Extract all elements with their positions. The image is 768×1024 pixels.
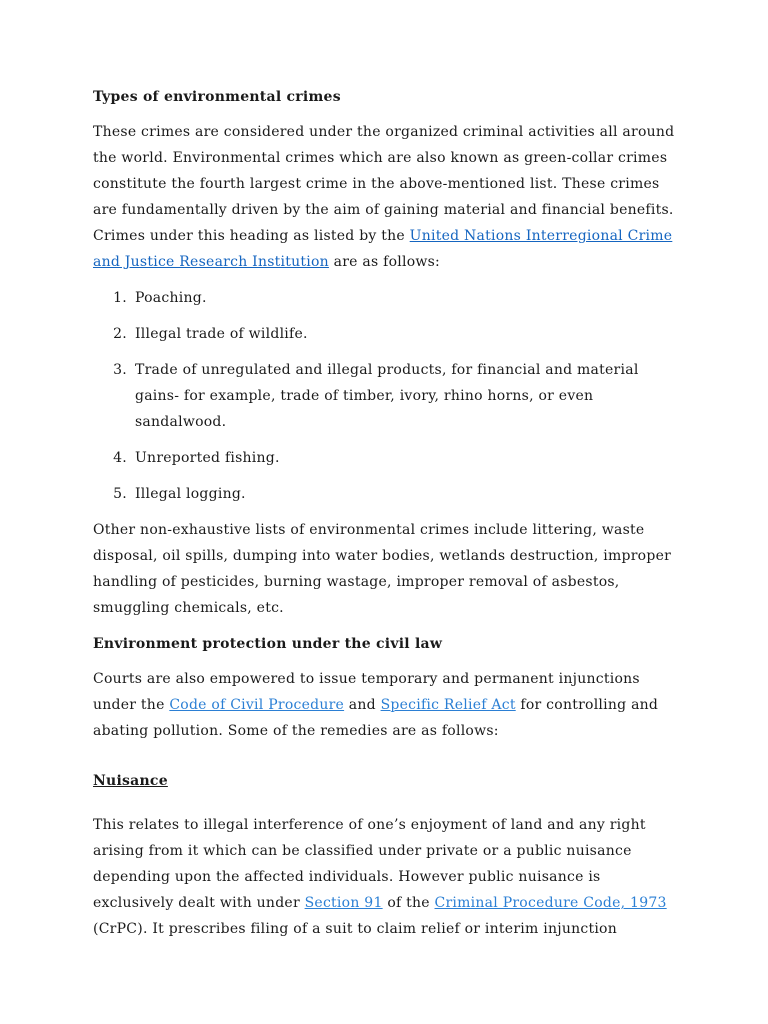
list-item-number: 3. [113, 362, 127, 378]
list-item-number: 2. [113, 326, 127, 342]
paragraph-other-crimes: Other non-exhaustive lists of environmental crimes include littering, waste disposal, oil spills, dumping into water bodies, wetlands destruction, improper handling of pesticides, burning wastage, improper removal of asbestos, smuggling chemicals, etc. [93, 522, 672, 616]
list-item-text: Poaching. [135, 290, 207, 306]
link-code-of-civil-procedure[interactable]: Code of Civil Procedure [169, 697, 345, 713]
crimes-list [93, 285, 677, 507]
list-item-text: Illegal logging. [135, 486, 246, 502]
section-heading-nuisance: Nuisance [93, 773, 168, 789]
paragraph-intro [93, 119, 677, 275]
link-section-91[interactable]: Section 91 [304, 895, 383, 911]
document-page [93, 84, 677, 952]
paragraph-civil-law-end: for controlling and abating pollution. Some of the remedies are as follows: [93, 697, 659, 739]
list-item [93, 445, 677, 471]
list-item-text: Unreported fishing. [135, 450, 280, 466]
paragraph-nuisance-of: of the [382, 895, 435, 911]
list-item [93, 481, 677, 507]
paragraph-nuisance [93, 812, 677, 942]
list-item [93, 285, 677, 311]
paragraph-intro-end: are as follows: [328, 254, 441, 270]
list-item [93, 357, 677, 435]
list-item-number: 5. [113, 486, 127, 502]
section-heading-environmental-crimes: Types of environmental crimes [93, 89, 341, 105]
link-specific-relief-act[interactable]: Specific Relief Act [380, 697, 516, 713]
list-item-number: 1. [113, 290, 127, 306]
paragraph-nuisance-end: (CrPC). It prescribes filing of a suit to claim relief or interim injunction [93, 921, 617, 937]
paragraph-nuisance-text: This relates to illegal interference of one’s enjoyment of land and any right arising from it which can be classified under private or a public nuisance depending upon the affected individuals. However public nuisance is exclusively dealt with under [93, 817, 646, 911]
link-criminal-procedure-code[interactable]: Criminal Procedure Code, 1973 [434, 895, 667, 911]
paragraph-civil-law-and: and [344, 697, 381, 713]
paragraph-intro-text: These crimes are considered under the organized criminal activities all around the world. Environmental crimes which are also known as green-collar crimes constitute the fourth largest crime in the above-mentioned list. These crimes are fundamentally driven by the aim of gaining material and financial benefits. Crimes under this heading as listed by the [93, 124, 675, 244]
section-heading-civil-law: Environment protection under the civil law [93, 636, 443, 652]
paragraph-civil-law [93, 666, 677, 744]
spacer [93, 754, 677, 768]
list-item [93, 321, 677, 347]
list-item-text: Illegal trade of wildlife. [135, 326, 308, 342]
link-unicri[interactable]: United Nations Interregional Crime and Justice Research Institution [93, 228, 673, 270]
list-item-number: 4. [113, 450, 127, 466]
paragraph-civil-law-text: Courts are also empowered to issue temporary and permanent injunctions under the [93, 671, 640, 713]
list-item-text: Trade of unregulated and illegal products, for financial and material gains- for example, trade of timber, ivory, rhino horns, or even sandalwood. [135, 362, 639, 430]
